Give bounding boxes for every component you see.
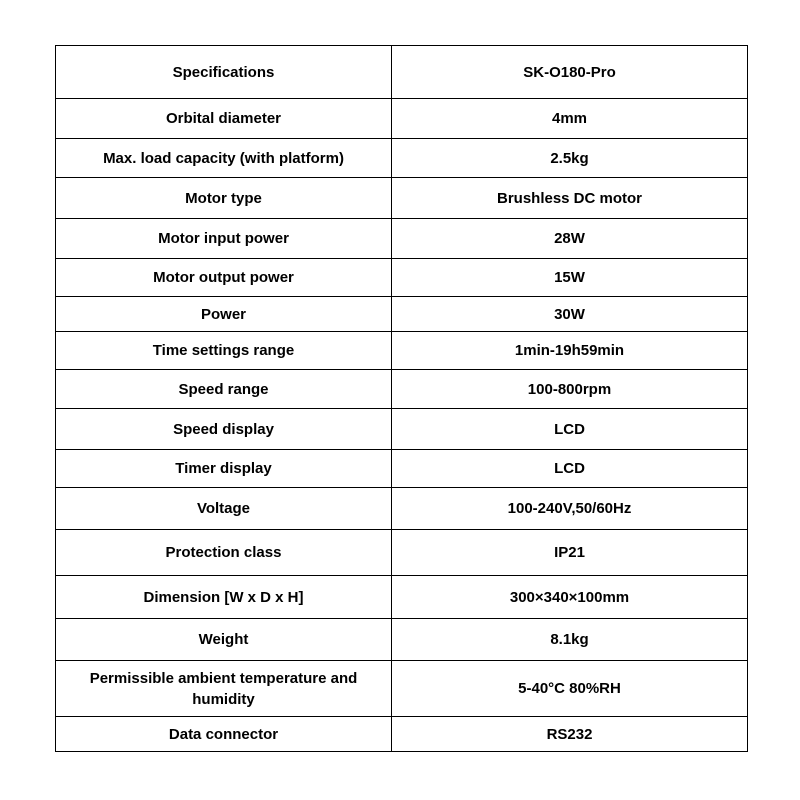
table-row (56, 297, 748, 332)
table-row (56, 219, 748, 259)
spec-label: Time settings range (56, 332, 392, 370)
spec-value: 5-40°C 80%RH (392, 661, 748, 717)
spec-label: Data connector (56, 717, 392, 752)
spec-value: 30W (392, 297, 748, 332)
table-row (56, 619, 748, 661)
spec-value: 300×340×100mm (392, 576, 748, 619)
spec-label: Speed display (56, 409, 392, 450)
spec-value: 15W (392, 259, 748, 297)
table-row (56, 139, 748, 178)
spec-label: Orbital diameter (56, 99, 392, 139)
spec-value: 100-800rpm (392, 370, 748, 409)
header-model-cell: SK-O180-Pro (392, 46, 748, 99)
spec-value: Brushless DC motor (392, 178, 748, 219)
spec-label: Weight (56, 619, 392, 661)
spec-value: LCD (392, 450, 748, 488)
table-row (56, 99, 748, 139)
table-row (56, 661, 748, 717)
spec-value: 1min-19h59min (392, 332, 748, 370)
spec-label: Voltage (56, 488, 392, 530)
spec-value: 28W (392, 219, 748, 259)
spec-value: IP21 (392, 530, 748, 576)
table-row (56, 259, 748, 297)
table-row (56, 488, 748, 530)
table-row (56, 717, 748, 752)
spec-value: 8.1kg (392, 619, 748, 661)
spec-label: Speed range (56, 370, 392, 409)
spec-value: LCD (392, 409, 748, 450)
table-row (56, 576, 748, 619)
spec-label: Timer display (56, 450, 392, 488)
spec-value: 100-240V,50/60Hz (392, 488, 748, 530)
header-label-cell: Specifications (56, 46, 392, 99)
spec-label: Motor input power (56, 219, 392, 259)
spec-label: Power (56, 297, 392, 332)
table-header-row (56, 46, 748, 99)
table-row (56, 332, 748, 370)
spec-value: RS232 (392, 717, 748, 752)
table-row (56, 370, 748, 409)
spec-label: Protection class (56, 530, 392, 576)
spec-label: Motor output power (56, 259, 392, 297)
spec-label: Motor type (56, 178, 392, 219)
specifications-table (55, 45, 748, 752)
spec-value: 2.5kg (392, 139, 748, 178)
spec-label: Dimension [W x D x H] (56, 576, 392, 619)
table-row (56, 450, 748, 488)
spec-value: 4mm (392, 99, 748, 139)
spec-label: Max. load capacity (with platform) (56, 139, 392, 178)
table-row (56, 530, 748, 576)
table-row (56, 178, 748, 219)
table-row (56, 409, 748, 450)
spec-label: Permissible ambient temperature and humidity (56, 661, 392, 717)
